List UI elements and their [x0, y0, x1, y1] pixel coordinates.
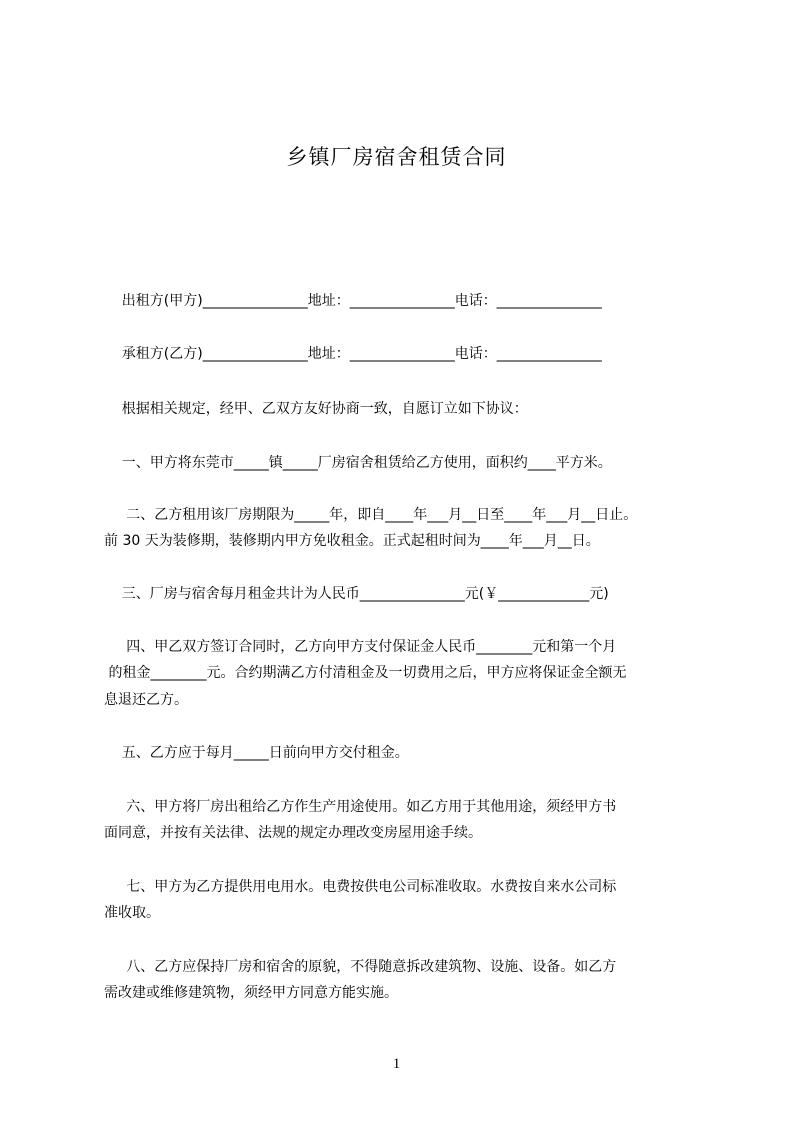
clause-4-line-3: 息退还乙方。 — [104, 692, 188, 708]
clause-3-line: 三、厂房与宿舍每月租金共计为人民币_______________元(￥_____________元) — [104, 586, 609, 602]
clause-7-line-1: 七、甲方为乙方提供用电用水。电费按供电公司标准收取。水费按自来水公司标 — [104, 879, 617, 895]
document-title: 乡镇厂房宿舍租赁合同 — [286, 145, 507, 169]
clause-4-line-2: 的租金________元。合约期满乙方付清租金及一切费用之后，甲方应将保证金全额无 — [104, 665, 627, 681]
clause-2-line-1: 二、乙方租用该厂房期限为_____年，即自____年___月__日至____年___月__日止。 — [104, 507, 638, 523]
clause-8-line-2: 需改建或维修建筑物，须经甲方同意方能实施。 — [104, 985, 398, 1001]
party-b-line: 承租方(乙方)_______________地址：_______________电话：_______________ — [104, 346, 602, 362]
clause-6-line-1: 六、甲方将厂房出租给乙方作生产用途使用。如乙方用于其他用途，须经甲方书 — [104, 799, 617, 815]
clause-2-line-2: 前 30 天为装修期，装修期内甲方免收租金。正式起租时间为____年___月__日。 — [104, 533, 600, 549]
page-number: 1 — [392, 1056, 401, 1072]
clause-1-line: 一、甲方将东莞市_____镇_____厂房宿舍租赁给乙方使用，面积约____平方米。 — [104, 455, 612, 471]
party-a-line: 出租方(甲方)_______________地址：_______________电话：_______________ — [104, 293, 602, 309]
clause-8-line-1: 八、乙方应保持厂房和宿舍的原貌，不得随意拆改建筑物、设施、设备。如乙方 — [104, 959, 617, 975]
clause-7-line-2: 准收取。 — [104, 905, 160, 921]
clause-5-line: 五、乙方应于每月_____日前向甲方交付租金。 — [104, 745, 409, 761]
clause-4-line-1: 四、甲乙双方签订合同时，乙方向甲方支付保证金人民币________元和第一个月 — [104, 639, 617, 655]
clause-6-line-2: 面同意，并按有关法律、法规的规定办理改变房屋用途手续。 — [104, 825, 482, 841]
preamble-line: 根据相关规定，经甲、乙双方友好协商一致，自愿订立如下协议： — [104, 401, 528, 417]
